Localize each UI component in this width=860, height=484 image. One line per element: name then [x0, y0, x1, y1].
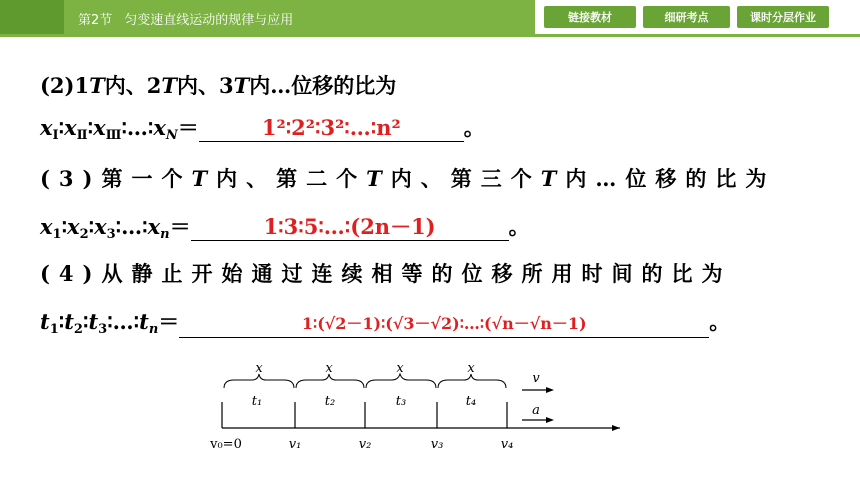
item3-heading [40, 163, 775, 193]
segment-label: x [255, 361, 263, 376]
brace [366, 374, 436, 388]
var-x: x [93, 115, 106, 140]
sub-2: Ⅱ [76, 128, 88, 143]
colon: ∶ [121, 115, 127, 140]
velocity-v1: v₁ [288, 437, 302, 452]
var-x: x [64, 115, 77, 140]
acceleration-label: a [532, 403, 540, 418]
item4-text: (4)从静止开始通过连续相等的位移所用时间的比为 [40, 261, 732, 286]
item4-heading [40, 258, 731, 288]
item2-part3: 内…位移的比为 [249, 73, 397, 98]
equals: ＝ [177, 115, 199, 140]
item3-text-b: 内、第二个 [216, 166, 367, 191]
period: 。 [463, 115, 485, 140]
section-number: 第2节 [78, 13, 113, 28]
item2-part2: 内、3 [177, 73, 234, 98]
time-label-t3: t₃ [395, 394, 407, 409]
time-label-t1: t₁ [251, 394, 263, 409]
sub-3: Ⅲ [105, 128, 122, 143]
ellipsis: … [126, 115, 148, 140]
colon: ∶ [58, 115, 65, 140]
item2-heading [40, 70, 396, 100]
period: 。 [508, 214, 530, 239]
colon: ∶ [147, 115, 154, 140]
item2-prefix: (2)1 [40, 73, 90, 98]
sub-1: Ⅰ [52, 128, 59, 143]
brace [438, 374, 506, 388]
item3-answer: 1∶3∶5∶…∶(2n－1) [263, 214, 436, 239]
segment-label: x [467, 361, 475, 376]
segment-label: x [396, 361, 404, 376]
track-arrowhead [612, 425, 620, 431]
acceleration-arrowhead [546, 417, 554, 423]
var-x: x [40, 115, 53, 140]
header-accent [0, 0, 64, 34]
velocity-label: v [532, 371, 540, 386]
item2-part1: 内、2 [104, 73, 162, 98]
nav-homework-button[interactable]: 课时分层作业 [737, 6, 829, 28]
nav-link-textbook-button[interactable]: 链接教材 [544, 6, 636, 28]
item3-text-d: 内…位移的比为 [565, 166, 776, 191]
velocity-v3: v₃ [430, 437, 444, 452]
segment-label: x [325, 361, 333, 376]
var-x: x [153, 115, 166, 140]
nav-study-points-button[interactable]: 细研考点 [643, 6, 730, 28]
brace [224, 374, 294, 388]
time-label-t2: t₂ [324, 394, 336, 409]
brace [296, 374, 364, 388]
var-T: T [233, 73, 250, 98]
header-divider [0, 34, 860, 37]
item3-text-a: (3)第一个 [40, 166, 192, 191]
item2-answer-blank [199, 115, 464, 142]
item4-answer: 1∶(√2－1)∶(√3－√2)∶…∶(√n－√n－1) [301, 314, 587, 333]
item2-answer: 1²∶2²∶3²∶…∶n² [261, 115, 401, 140]
sub-N: N [165, 128, 178, 143]
var-T: T [161, 73, 178, 98]
item4-answer-blank [179, 311, 709, 338]
item3-answer-blank [191, 214, 509, 241]
section-title: 匀变速直线运动的规律与应用 [124, 13, 294, 28]
item3-text-c: 内、第三个 [390, 166, 541, 191]
velocity-v0: v₀=0 [210, 437, 242, 452]
motion-diagram [200, 360, 630, 460]
lesson-title [78, 9, 293, 28]
colon: ∶ [87, 115, 94, 140]
velocity-v2: v₂ [358, 437, 372, 452]
velocity-arrowhead [546, 387, 554, 393]
item2-equation [40, 112, 485, 143]
var-T: T [540, 166, 566, 191]
item4-equation: $t_1∶t_2∶t_3∶\dots∶t_n=$ 1∶(√2－1)∶(√3－√2)∶…∶(√n－√n－1) 。 [40, 309, 731, 337]
header-bar [0, 0, 860, 38]
time-label-t4: t₄ [465, 394, 477, 409]
var-T: T [366, 166, 391, 191]
period: 。 [709, 309, 731, 334]
velocity-v4: v₄ [500, 437, 514, 452]
var-T: T [89, 73, 105, 98]
item3-equation: $x_1∶x_2∶x_3∶\dots∶x_n=$ 1∶3∶5∶…∶(2n－1) 。 [40, 214, 530, 242]
var-T: T [191, 166, 217, 191]
